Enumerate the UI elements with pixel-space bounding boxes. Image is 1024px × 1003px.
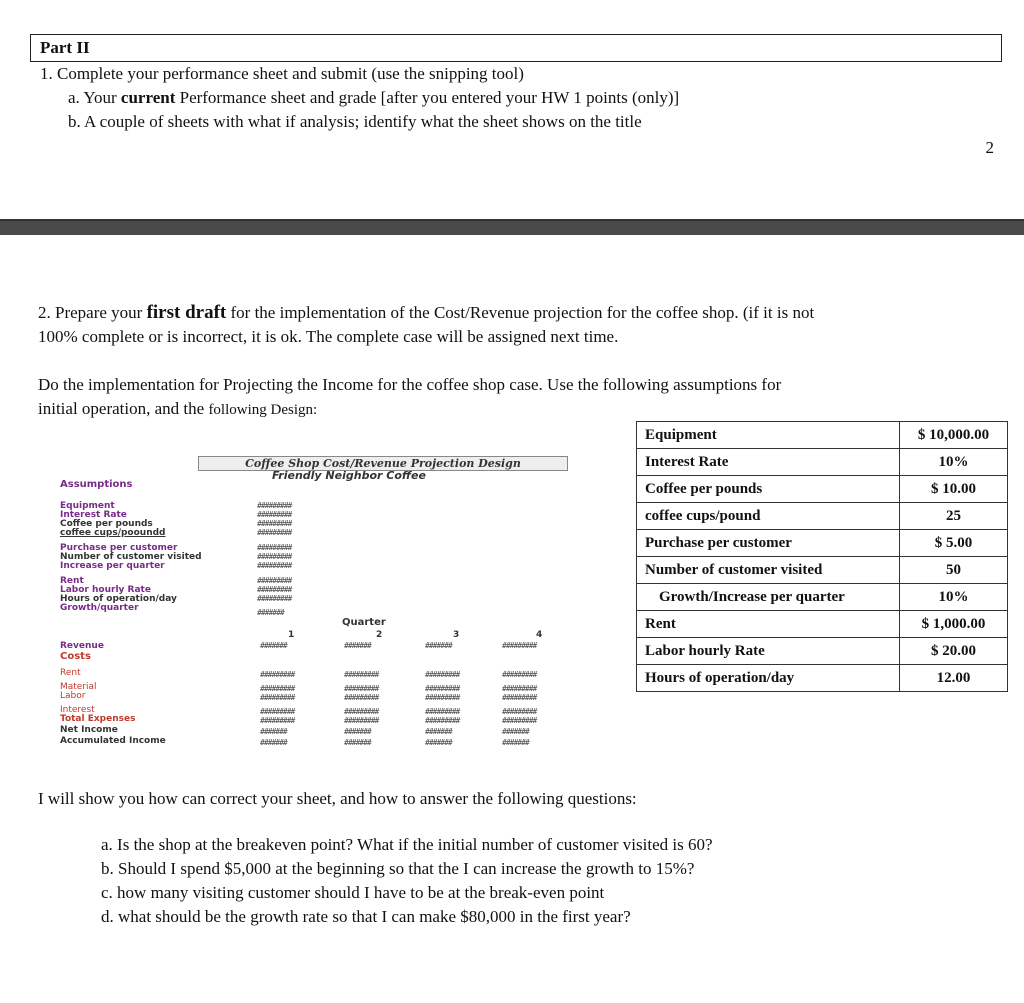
design-hash-cell: ######### [260, 670, 295, 679]
design-hash-cell: ####### [344, 641, 371, 650]
design-hash-cell: ######### [257, 510, 292, 519]
design-hash-cell: ######### [425, 707, 460, 716]
design-row-labor: Labor [60, 691, 86, 701]
item1a-text: a. Your current Performance sheet and grade [after you entered your HW 1 points (only)] [68, 88, 680, 107]
design-assumption-row: Interest Rate [60, 510, 127, 520]
design-hash-cell: ######### [344, 670, 379, 679]
design-hash-cell: ######### [502, 641, 537, 650]
page-number: 2 [985, 138, 994, 157]
design-hash-cell: ####### [344, 738, 371, 747]
assumption-value: 12.00 [900, 665, 1008, 692]
assumption-label: Labor hourly Rate [637, 638, 900, 665]
table-row [637, 584, 1008, 611]
assumption-value: $ 10,000.00 [900, 422, 1008, 449]
part2-title: Part II [40, 38, 90, 57]
design-assumption-row: Growth/quarter [60, 603, 139, 613]
design-hash-cell: ######### [257, 561, 292, 570]
design-hash-cell: ######### [260, 684, 295, 693]
design-hash-cell: ######### [344, 707, 379, 716]
design-hash-cell: ######### [344, 684, 379, 693]
design-row-material: Material [60, 682, 97, 692]
design-hash-cell: ####### [502, 738, 529, 747]
design-hash-cell: ######### [502, 707, 537, 716]
table-row [637, 503, 1008, 530]
design-hash-cell: ####### [425, 727, 452, 736]
assumption-label: Growth/Increase per quarter [637, 584, 900, 611]
section2-line4: initial operation, and the following Design: [38, 399, 318, 418]
assumption-value: 10% [900, 584, 1008, 611]
design-hash-cell: ######### [425, 684, 460, 693]
design-hash-cell: ######### [260, 716, 295, 725]
questions-intro: I will show you how can correct your sheet, and how to answer the following questions: [38, 789, 637, 808]
design-hash-cell: ######### [257, 594, 292, 603]
design-hash-cell: ######### [344, 693, 379, 702]
assumptions-label: Assumptions [60, 479, 133, 490]
page-divider [0, 219, 1024, 235]
design-hash-cell: ######### [502, 670, 537, 679]
design-assumption-row: Increase per quarter [60, 561, 165, 571]
table-row [637, 665, 1008, 692]
quarter-number: 3 [453, 630, 460, 640]
design-row-accumulated-income: Accumulated Income [60, 736, 166, 746]
design-hash-cell: ####### [344, 727, 371, 736]
table-row [637, 476, 1008, 503]
assumption-value: 10% [900, 449, 1008, 476]
section2-line2: 100% complete or is incorrect, it is ok. The complete case will be assigned next time. [38, 327, 619, 346]
design-hash-cell: ######### [502, 684, 537, 693]
design-hash-cell: ######### [257, 585, 292, 594]
design-hash-cell: ######### [257, 519, 292, 528]
design-hash-cell: ######### [502, 716, 537, 725]
design-hash-cell: ######### [260, 693, 295, 702]
design-row-rent: Rent [60, 668, 81, 678]
assumption-label: Hours of operation/day [637, 665, 900, 692]
design-hash-cell: ####### [425, 641, 452, 650]
assumption-label: Purchase per customer [637, 530, 900, 557]
table-row [637, 611, 1008, 638]
design-hash-cell: ######### [425, 670, 460, 679]
part2-title-box [30, 34, 1002, 62]
design-assumption-row: Rent [60, 576, 84, 586]
design-hash-cell: ####### [425, 738, 452, 747]
assumption-label: Interest Rate [637, 449, 900, 476]
design-assumption-row: Number of customer visited [60, 552, 202, 562]
design-assumption-row: Hours of operation/day [60, 594, 177, 604]
design-title: Coffee Shop Cost/Revenue Projection Design [198, 456, 568, 471]
design-hash-cell: ####### [260, 641, 287, 650]
assumption-value: $ 5.00 [900, 530, 1008, 557]
design-row-interest: Interest [60, 705, 95, 715]
item1-text: 1. Complete your performance sheet and submit (use the snipping tool) [40, 64, 524, 83]
design-hash-cell: ####### [502, 727, 529, 736]
assumption-value: 25 [900, 503, 1008, 530]
table-row [637, 422, 1008, 449]
design-hash-cell: ####### [260, 738, 287, 747]
design-hash-cell: ####### [257, 608, 284, 617]
design-hash-cell: ######### [502, 693, 537, 702]
quarter-number: 4 [536, 630, 543, 640]
design-assumption-row: coffee cups/pooundd [60, 528, 166, 538]
design-hash-cell: ######### [257, 501, 292, 510]
item1b-text: b. A couple of sheets with what if analysis; identify what the sheet shows on the title [68, 112, 642, 131]
question-c: c. how many visiting customer should I have to be at the break-even point [101, 883, 605, 902]
design-hash-cell: ######### [425, 693, 460, 702]
assumption-label: Coffee per pounds [637, 476, 900, 503]
table-row [637, 557, 1008, 584]
assumption-value: $ 10.00 [900, 476, 1008, 503]
quarter-number: 2 [376, 630, 383, 640]
assumption-label: Rent [637, 611, 900, 638]
assumption-label: coffee cups/pound [637, 503, 900, 530]
assumption-value: 50 [900, 557, 1008, 584]
assumption-label: Equipment [637, 422, 900, 449]
design-hash-cell: ######### [260, 707, 295, 716]
design-assumption-row: Coffee per pounds [60, 519, 153, 529]
question-b: b. Should I spend $5,000 at the beginning so that the I can increase the growth to 15%? [101, 859, 695, 878]
assumption-label: Number of customer visited [637, 557, 900, 584]
table-row [637, 638, 1008, 665]
design-hash-cell: ######### [257, 528, 292, 537]
design-subtitle: Friendly Neighbor Coffee [272, 469, 426, 482]
design-row-total-expenses: Total Expenses [60, 714, 136, 724]
design-row-costs: Costs [60, 651, 91, 662]
section2-line1: 2. Prepare your first draft for the implementation of the Cost/Revenue projection for the coffee shop. (if it is not [38, 302, 815, 323]
design-row-net-income: Net Income [60, 725, 118, 735]
assumption-value: $ 20.00 [900, 638, 1008, 665]
table-row [637, 449, 1008, 476]
design-assumption-row: Equipment [60, 501, 115, 511]
design-hash-cell: ######### [425, 716, 460, 725]
design-hash-cell: ######### [257, 576, 292, 585]
assumption-value: $ 1,000.00 [900, 611, 1008, 638]
question-a: a. Is the shop at the breakeven point? What if the initial number of customer visited is 60? [101, 835, 713, 854]
assumptions-table [636, 421, 1008, 692]
design-hash-cell: ######### [257, 552, 292, 561]
table-row [637, 530, 1008, 557]
quarter-number: 1 [288, 630, 295, 640]
design-hash-cell: ######### [257, 543, 292, 552]
design-hash-cell: ######### [344, 716, 379, 725]
design-assumption-row: Labor hourly Rate [60, 585, 151, 595]
design-assumption-row: Purchase per customer [60, 543, 178, 553]
quarter-label: Quarter [342, 617, 386, 628]
section2-line3: Do the implementation for Projecting the Income for the coffee shop case. Use the following assumptions for [38, 375, 782, 394]
design-row-revenue: Revenue [60, 641, 104, 651]
design-hash-cell: ####### [260, 727, 287, 736]
spreadsheet-design-image [42, 450, 572, 755]
question-d: d. what should be the growth rate so that I can make $80,000 in the first year? [101, 907, 631, 926]
